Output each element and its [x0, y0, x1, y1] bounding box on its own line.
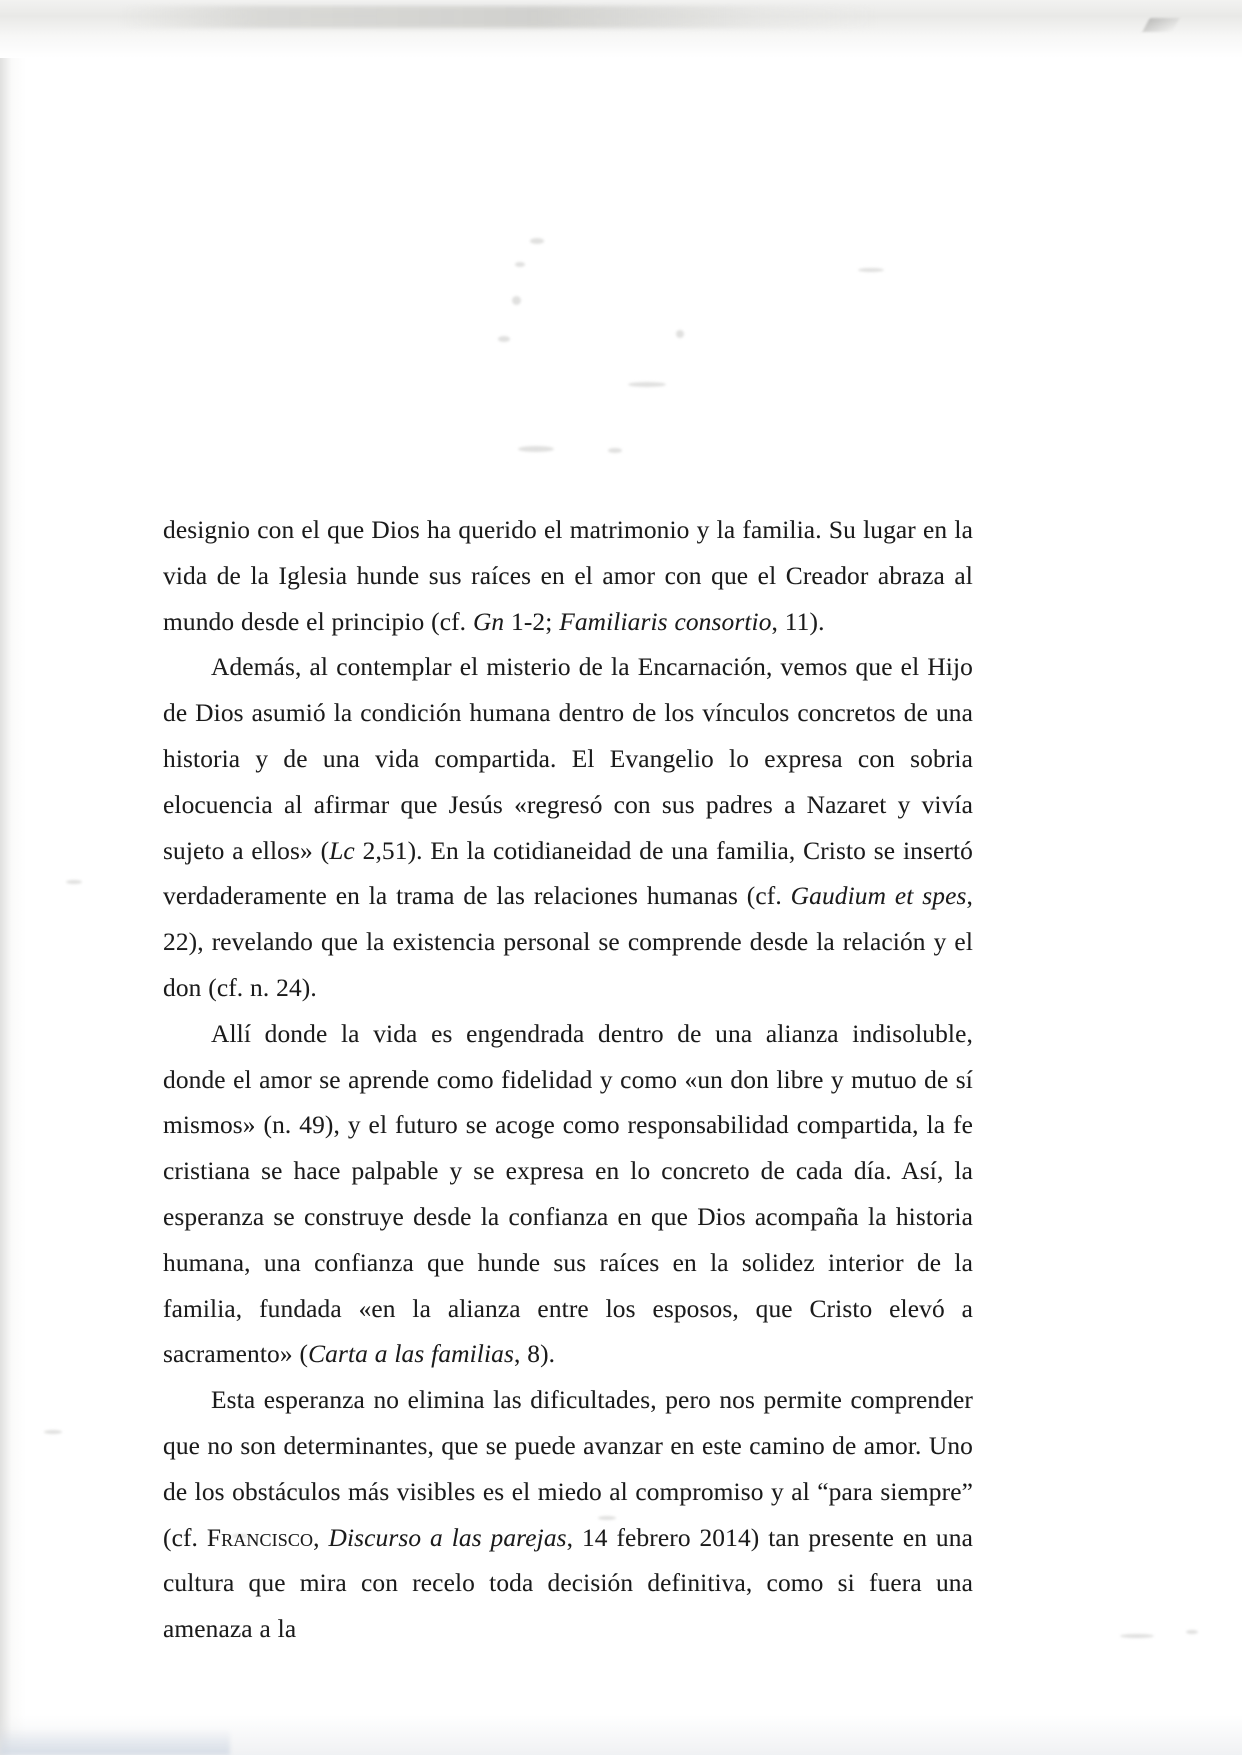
text-run: , 8).: [514, 1340, 556, 1369]
text-run: , 22), revelando que la existencia personal se comprende desde la relación y el don (cf. n. 24).: [163, 882, 973, 1002]
scan-top-streak: [120, 6, 880, 28]
paragraph-4: [163, 1378, 973, 1653]
text-run: 1-2;: [504, 607, 560, 636]
scan-left-edge-shadow: [0, 58, 26, 1755]
ghost-smudge: [1120, 1634, 1154, 1638]
ghost-smudge: [515, 262, 525, 267]
ghost-smudge: [628, 382, 666, 387]
text-run: ,: [313, 1523, 329, 1552]
scan-bottom-tint: [0, 1729, 230, 1755]
ghost-smudge: [858, 268, 884, 272]
text-run: Allí donde la vida es engendrada dentro de una alianza indisoluble, donde el amor se aprende como fidelidad y como «un don libre y mutuo de sí mismos» (n. 49), y el futuro se acoge como responsabilidad compartida, la fe cristiana se hace palpable y se expresa en lo concreto de cada día. Así, la esperanza se construye desde la confianza en que Dios acompaña la historia humana, una confianza que hunde sus raíces en la solidez interior de la familia, fundada «en la alianza entre los esposos, que Cristo elevó a sacramento» (: [163, 1019, 973, 1369]
paragraph-1: [163, 508, 973, 645]
ghost-smudge: [512, 296, 521, 305]
paragraph-3: [163, 1012, 973, 1378]
text-run: 2,51). En la cotidianeidad de una familia, Cristo se insertó verdaderamente en la trama de las relaciones humanas (cf.: [163, 836, 973, 911]
text-run: designio con el que Dios ha querido el matrimonio y la familia. Su lugar en la vida de la Iglesia hunde sus raíces en el amor con que el Creador abraza al mundo desde el principio (cf.: [163, 516, 973, 636]
text-run: , 11).: [771, 607, 825, 636]
italic-citation: Gn: [472, 607, 505, 636]
text-run: Esta esperanza no elimina las dificultades, pero nos permite comprender que no son determinantes, que se puede avanzar en este camino de amor. Uno de los obstáculos más visibles es el miedo al compromiso y al “para siempre” (cf.: [163, 1386, 973, 1552]
italic-citation: Familiaris consortio: [559, 607, 772, 636]
ghost-smudge: [608, 448, 622, 453]
paragraph-2: [163, 645, 973, 1011]
text-run: , 14 febrero 2014) tan presente en una cultura que mira con recelo toda decisión definitiva, como si fuera una amenaza a la: [163, 1523, 973, 1644]
text-run: Además, al contemplar el misterio de la Encarnación, vemos que el Hijo de Dios asumió la condición humana dentro de los vínculos concretos de una historia y de una vida compartida. El Evangelio lo expresa con sobria elocuencia al afirmar que Jesús «regresó con sus padres a Nazaret y vivía sujeto a ellos» (: [163, 653, 973, 865]
italic-citation: Discurso a las parejas: [328, 1523, 567, 1552]
ghost-smudge: [498, 336, 510, 342]
italic-citation: Lc: [329, 836, 355, 865]
ghost-smudge: [44, 1430, 62, 1434]
ghost-smudge: [676, 330, 684, 338]
ghost-smudge: [66, 880, 82, 884]
ghost-smudge: [1186, 1630, 1198, 1634]
small-caps-author: Francisco: [206, 1523, 314, 1552]
italic-citation: Carta a las familias: [308, 1340, 514, 1369]
page-text-body: [163, 508, 973, 1653]
ghost-smudge: [530, 238, 544, 244]
italic-citation: Gaudium et spes: [790, 882, 967, 911]
ghost-smudge: [518, 446, 554, 452]
